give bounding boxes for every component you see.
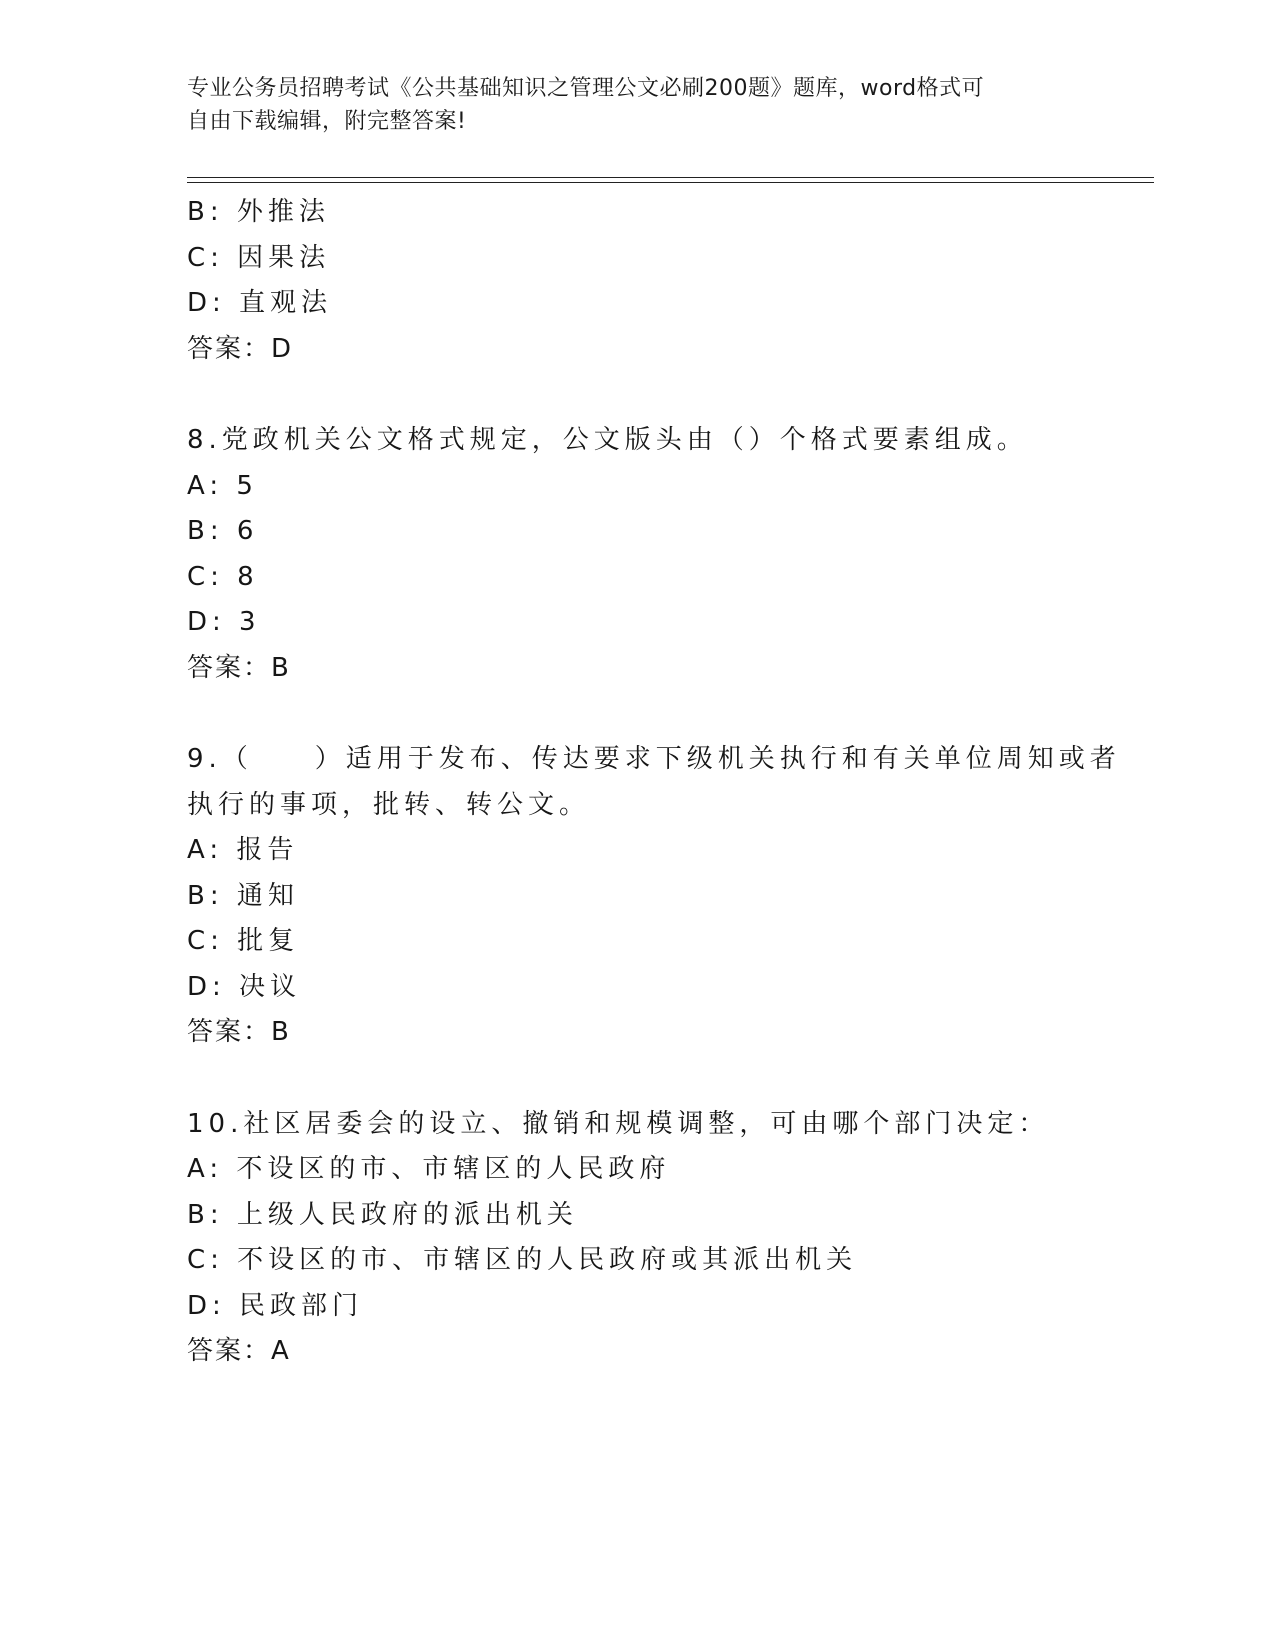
header-line-2: 自由下载编辑，附完整答案!	[187, 109, 467, 134]
question-8	[187, 418, 1147, 691]
header-divider-top	[187, 177, 1154, 178]
option-b: B: 6	[187, 516, 259, 546]
option-b: B: 外推法	[187, 197, 330, 227]
question-stem: 9.（ ）适用于发布、传达要求下级机关执行和有关单位周知或者	[187, 744, 1121, 774]
header-line-1: 专业公务员招聘考试《公共基础知识之管理公文必刷200题》题库，word格式可	[187, 76, 985, 101]
spacer	[187, 1056, 1147, 1102]
option-d: D: 3	[187, 607, 261, 637]
header-divider-bottom	[187, 182, 1154, 183]
question-7-fragment	[187, 190, 1147, 372]
document-header	[187, 72, 1087, 138]
option-c: C: 因果法	[187, 242, 331, 273]
document-body	[187, 190, 1147, 1375]
option-c: C: 8	[187, 561, 259, 592]
option-d: D: 决议	[187, 971, 302, 1002]
answer: 答案：A	[187, 1336, 291, 1366]
spacer	[187, 372, 1147, 418]
option-d: D: 直观法	[187, 288, 333, 318]
option-b: B: 上级人民政府的派出机关	[187, 1199, 578, 1230]
answer: 答案：D	[187, 333, 294, 364]
option-d: D: 民政部门	[187, 1290, 364, 1321]
option-c: C: 批复	[187, 926, 300, 956]
answer: 答案：B	[187, 652, 291, 683]
option-b: B: 通知	[187, 880, 299, 911]
answer: 答案：B	[187, 1017, 291, 1047]
question-10	[187, 1102, 1147, 1375]
question-stem: 10.社区居委会的设立、撤销和规模调整，可由哪个部门决定：	[187, 1108, 1050, 1139]
option-a: A: 不设区的市、市辖区的人民政府	[187, 1154, 671, 1184]
option-c: C: 不设区的市、市辖区的人民政府或其派出机关	[187, 1245, 858, 1275]
option-a: A: 报告	[187, 835, 299, 865]
question-9	[187, 737, 1147, 1056]
question-stem-continued: 执行的事项，批转、转公文。	[187, 789, 591, 820]
option-a: A: 5	[187, 470, 258, 501]
question-stem: 8.党政机关公文格式规定，公文版头由（）个格式要素组成。	[187, 425, 1028, 455]
spacer	[187, 691, 1147, 737]
